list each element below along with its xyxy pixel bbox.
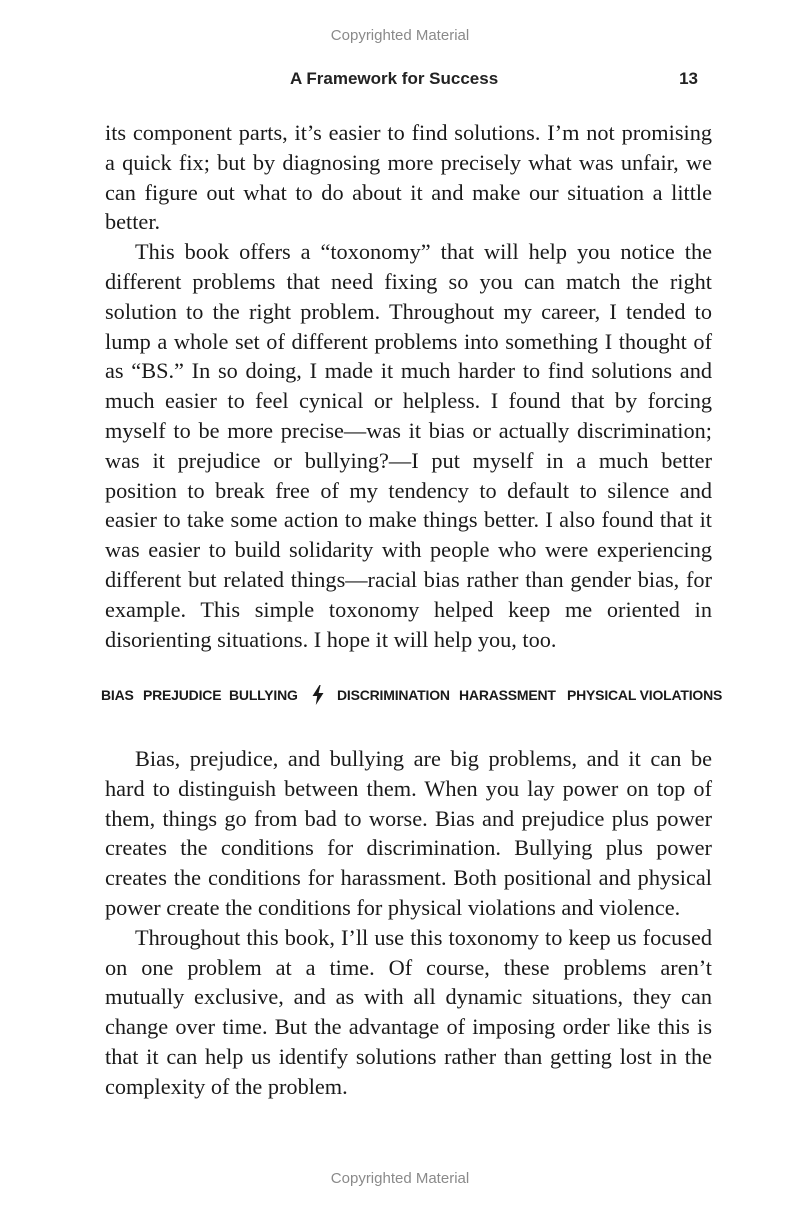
paragraph-continued: its component parts, it’s easier to find solutions. I’m not promising a quick fix; but by diagnosing more precisely what was unfair, we can figure out what to do about it and make our situation a little better. (105, 120, 712, 235)
toxonomy-diagram (101, 685, 723, 707)
copyright-watermark-bottom: Copyrighted Material (330, 1170, 470, 1187)
body-text-bottom (105, 744, 712, 1102)
chapter-title: A Framework for Success (290, 69, 499, 88)
paragraph-power: Bias, prejudice, and bullying are big problems, and it can be hard to distinguish between them. When you lay power on top of them, things go from bad to worse. Bias and prejudice plus power creates the conditions for discrimination. Bullying plus power creates the conditions for harassment. Both positional and physical power create the conditions for physical violations and violence. (105, 746, 712, 920)
lightning-bolt-icon (312, 685, 324, 705)
term-bullying: BULLYING (229, 687, 298, 703)
copyright-watermark-top: Copyrighted Material (330, 27, 470, 44)
running-head (105, 69, 700, 93)
term-harassment: HARASSMENT (459, 687, 556, 703)
term-discrimination: DISCRIMINATION (337, 687, 450, 703)
term-physical-violations: PHYSICAL VIOLATIONS (567, 687, 723, 703)
paragraph-toxonomy-intro: This book offers a “toxonomy” that will help you notice the different problems that need fixing so you can match the right solution to the right problem. Throughout my career, I tended to lump a whole set of different problems into something I thought of as “BS.” In so doing, I made it much harder to find solutions and much easier to feel cynical or helpless. I found that by forcing myself to be more precise—was it bias or actually discrimination; was it prejudice or bullying?—I put myself in a much better position to break free of my tendency to default to silence and easier to take some action to make things better. I also found that it was easier to build solidarity with people who were experiencing different but related things—racial bias rather than gender bias, for example. This simple toxonomy helped keep me oriented in disorienting situations. I hope it will help you, too. (105, 239, 712, 652)
term-bias: BIAS (101, 687, 134, 703)
term-prejudice: PREJUDICE (143, 687, 222, 703)
body-text-top (105, 118, 712, 654)
paragraph-one-problem: Throughout this book, I’ll use this toxonomy to keep us focused on one problem at a time. Of course, these problems aren’t mutually exclusive, and as with all dynamic situations, they can change over time. But the advantage of imposing order like this is that it can help us identify solutions rather than getting lost in the complexity of the problem. (105, 924, 712, 1099)
page-number: 13 (679, 69, 698, 88)
